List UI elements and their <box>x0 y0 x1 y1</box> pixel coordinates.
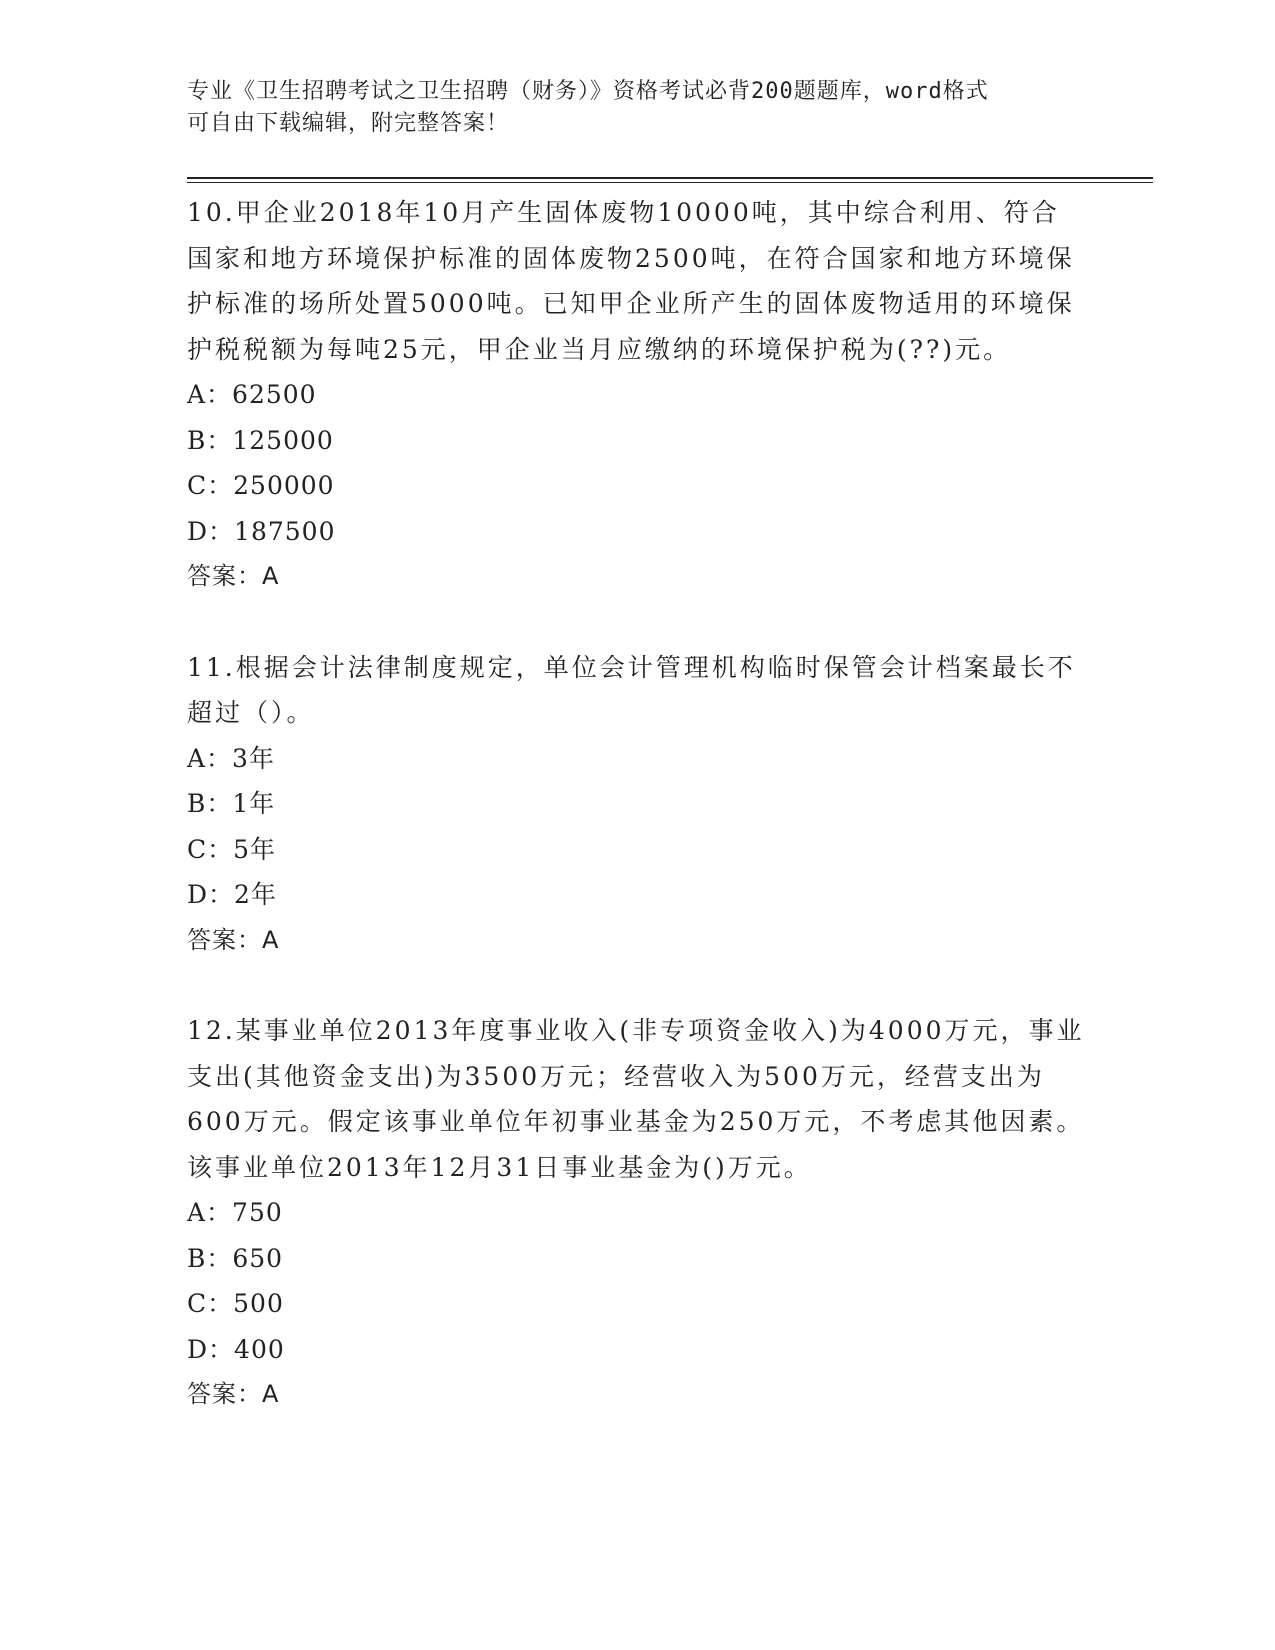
answer-line: 答案：A <box>187 562 280 590</box>
question-text: 11.根据会计法律制度规定，单位会计管理机构临时保管会计档案最长不超过（）。 <box>187 652 1076 727</box>
option-a: A：3年 <box>187 743 275 773</box>
option-a: A：62500 <box>187 380 317 409</box>
document-header <box>187 76 1067 140</box>
question-10 <box>187 190 1087 600</box>
question-text: 12.某事业单位2013年度事业收入(非专项资金收入)为4000万元，事业支出(其他资金支出)为3500万元；经营收入为500万元，经营支出为600万元。假定该事业单位年初事业基金为250万元，不考虑其他因素。该事业单位2013年12月31日事业基金为()万元。 <box>187 1016 1085 1182</box>
option-c: C：500 <box>187 1289 284 1318</box>
answer-line: 答案：A <box>187 925 280 954</box>
header-divider-thin <box>187 182 1153 183</box>
question-spacer <box>187 963 1087 1008</box>
option-b: B：125000 <box>187 425 334 455</box>
option-c: C：5年 <box>187 834 277 864</box>
header-line-1: 专业《卫生招聘考试之卫生招聘（财务）》资格考试必背200题题库，word格式 <box>187 79 989 104</box>
option-c: C：250000 <box>187 471 335 500</box>
answer-line: 答案：A <box>187 1380 280 1408</box>
option-a: A：750 <box>187 1198 283 1227</box>
option-d: D：187500 <box>187 516 336 546</box>
question-list <box>187 190 1087 1418</box>
question-text: 10.甲企业2018年10月产生固体废物10000吨，其中综合利用、符合国家和地方环境保护标准的固体废物2500吨，在符合国家和地方环境保护标准的场所处置5000吨。已知甲企业所产生的固体废物适用的环境保护税税额为每吨25元，甲企业当月应缴纳的环境保护税为(??)元。 <box>187 198 1075 364</box>
question-spacer <box>187 600 1087 645</box>
header-divider-thick <box>187 177 1153 179</box>
question-12 <box>187 1008 1087 1418</box>
header-line-2: 可自由下载编辑，附完整答案！ <box>187 111 510 136</box>
option-b: B：1年 <box>187 789 276 818</box>
option-d: D：400 <box>187 1334 285 1364</box>
option-b: B：650 <box>187 1243 284 1273</box>
option-d: D：2年 <box>187 880 277 909</box>
question-11 <box>187 645 1087 964</box>
